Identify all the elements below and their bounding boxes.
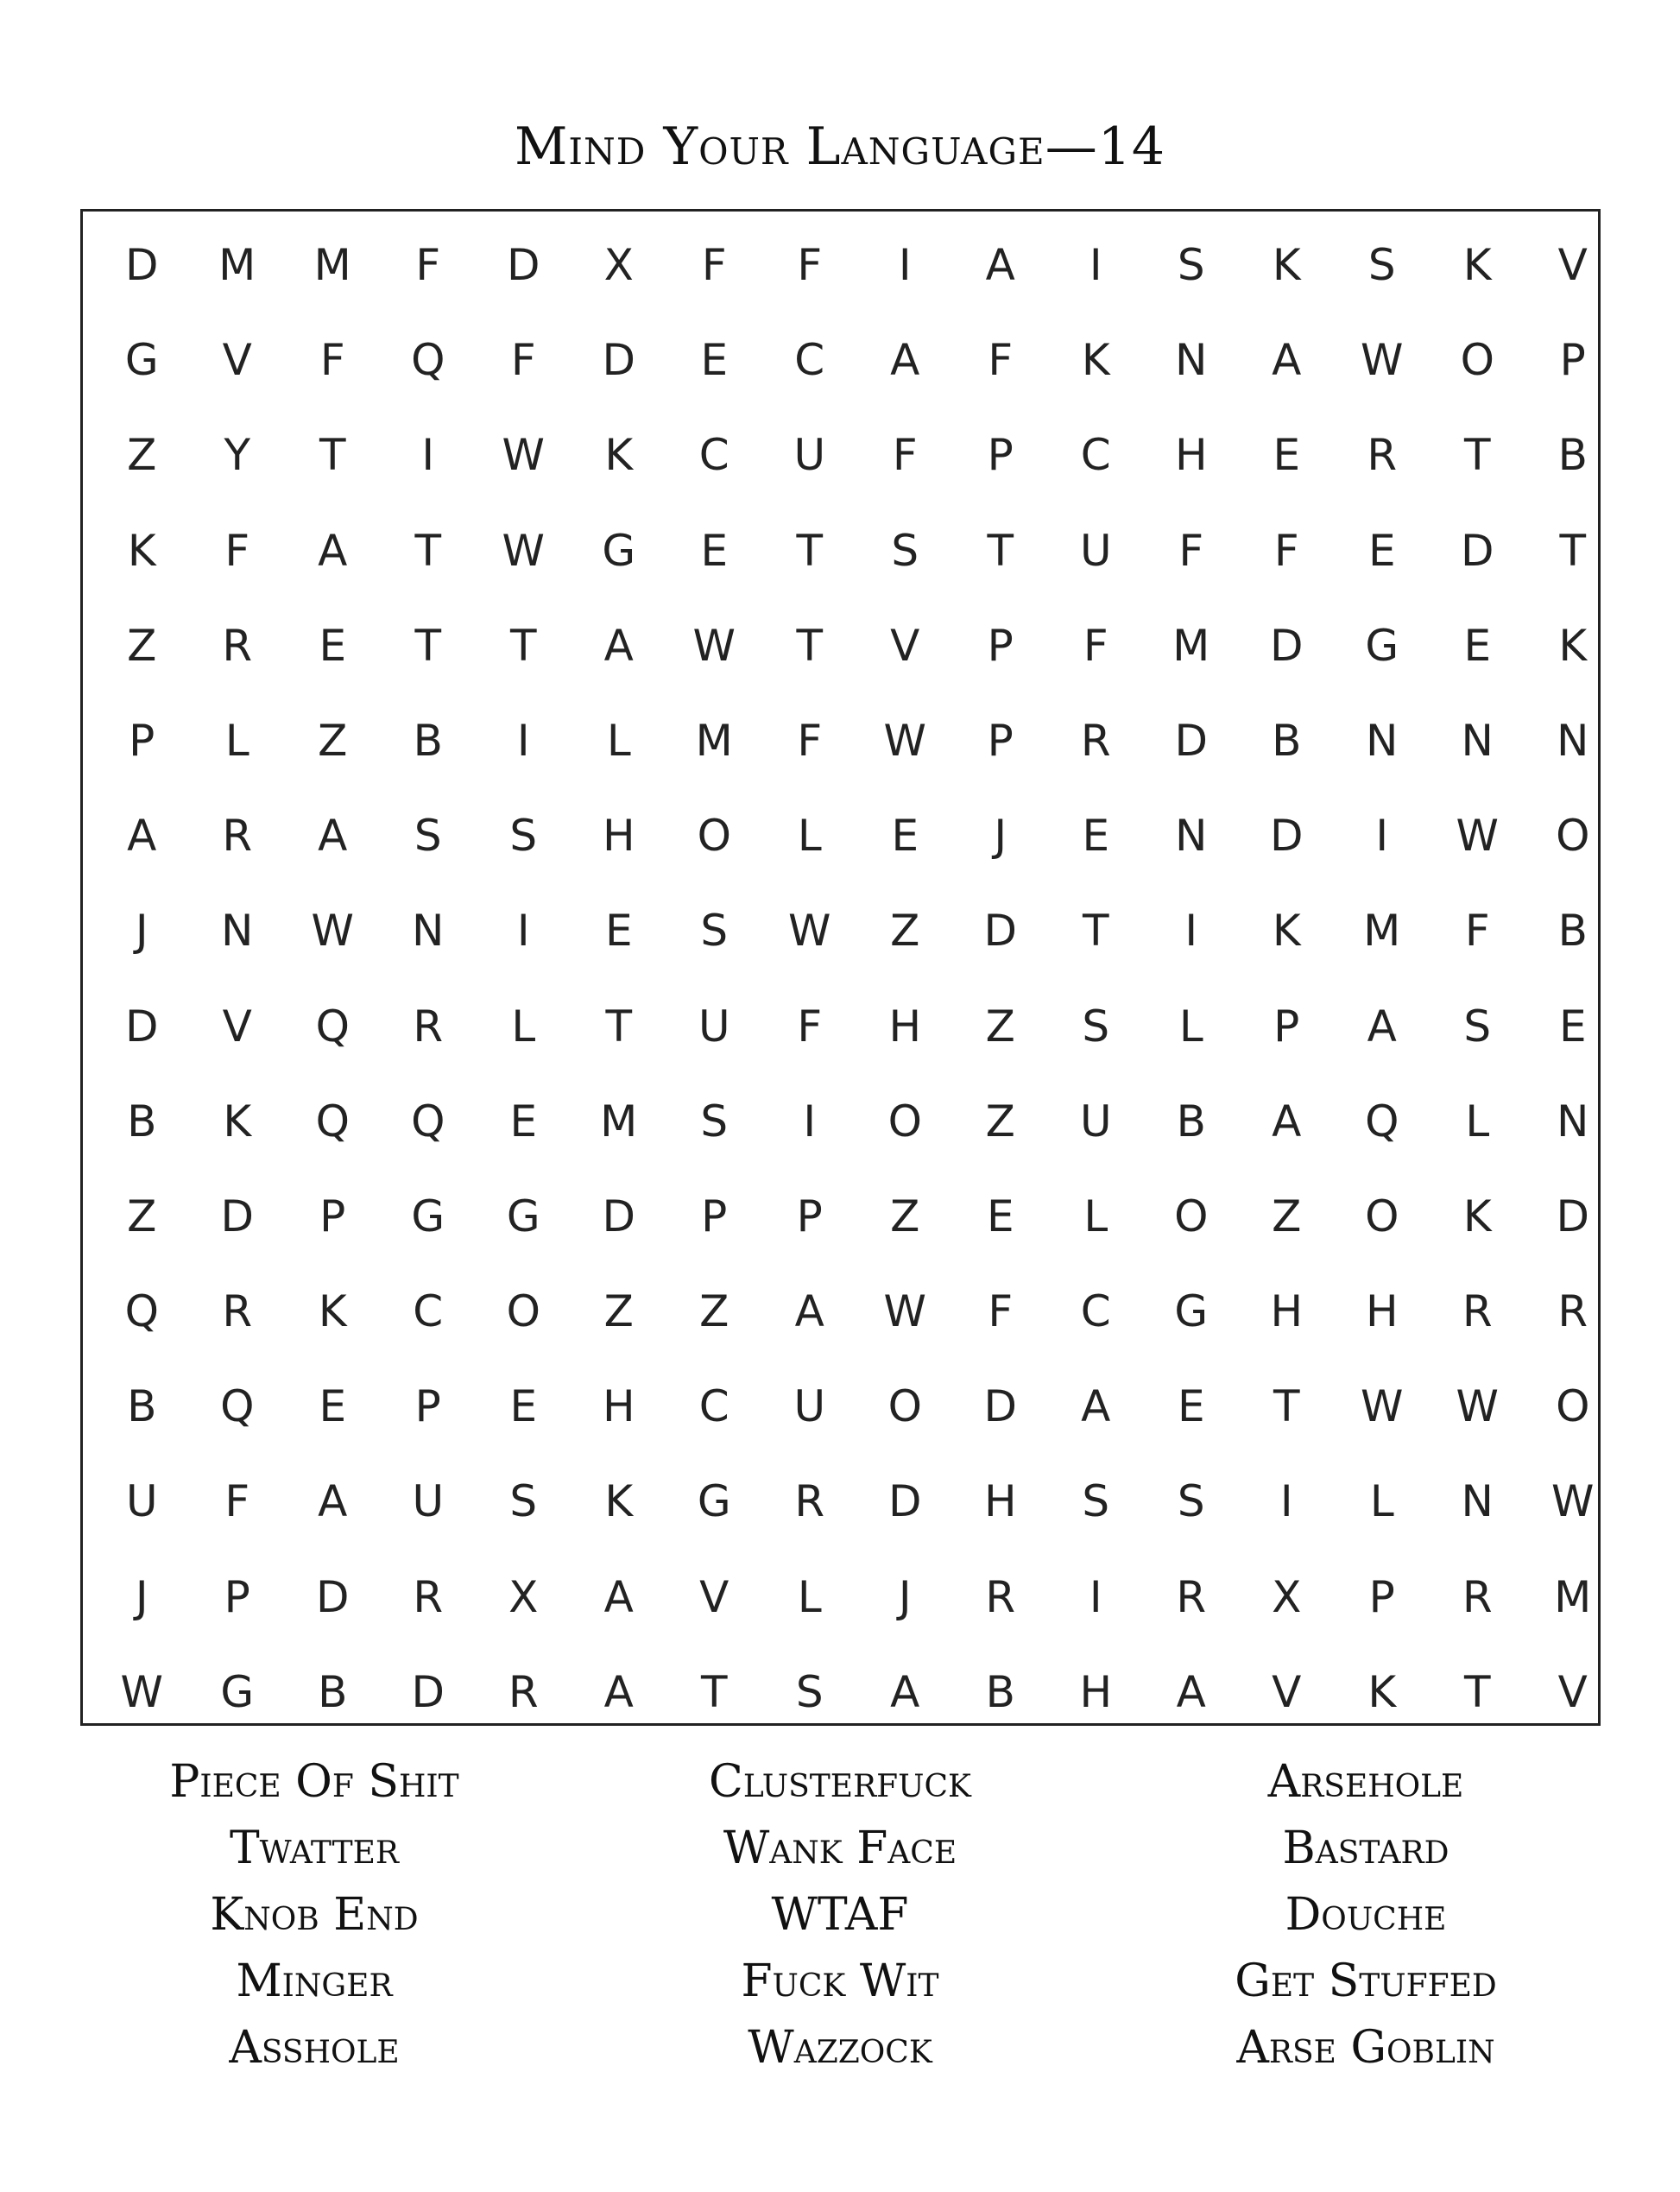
grid-cell[interactable]: T [509, 620, 537, 671]
grid-cell[interactable]: R [1367, 430, 1398, 481]
grid-cell[interactable]: S [700, 1096, 729, 1147]
grid-cell[interactable]: A [318, 1476, 348, 1527]
grid-cell[interactable]: O [506, 1286, 540, 1337]
grid-cell[interactable]: K [1367, 1666, 1397, 1717]
grid-cell[interactable]: R [222, 1286, 253, 1337]
grid-cell[interactable]: E [1177, 1381, 1205, 1432]
grid-cell[interactable]: D [1556, 1191, 1589, 1241]
grid-cell[interactable]: R [794, 1476, 825, 1527]
grid-cell[interactable]: D [220, 1191, 254, 1241]
grid-cell[interactable]: T [700, 1666, 728, 1717]
grid-row [94, 218, 1620, 313]
grid-cell[interactable]: O [1460, 335, 1494, 386]
grid-cell[interactable]: C [1080, 1286, 1111, 1337]
grid-cell[interactable]: U [793, 1381, 826, 1432]
grid-cell[interactable]: K [1462, 240, 1492, 290]
grid-cell[interactable]: S [1082, 1001, 1110, 1052]
grid-cell[interactable]: F [1178, 525, 1204, 576]
grid-cell[interactable]: D [887, 1476, 922, 1527]
grid-cell[interactable]: G [124, 335, 159, 386]
grid-cell[interactable]: D [124, 240, 159, 290]
grid-cell[interactable]: B [985, 1666, 1015, 1717]
grid-cell[interactable]: L [1178, 1001, 1203, 1052]
grid-cell[interactable]: F [224, 1476, 250, 1527]
grid-cell[interactable]: S [1463, 1001, 1492, 1052]
grid-cell[interactable]: V [699, 1571, 729, 1622]
grid-cell[interactable]: U [412, 1476, 445, 1527]
grid-cell[interactable]: R [222, 620, 253, 671]
grid-cell[interactable]: A [318, 811, 348, 862]
grid-row [94, 883, 1620, 978]
grid-cell[interactable]: R [985, 1571, 1016, 1622]
grid-cell[interactable]: R [1080, 715, 1111, 766]
grid-cell[interactable]: K [1272, 906, 1301, 957]
grid-cell[interactable]: A [890, 335, 920, 386]
grid-cell[interactable]: T [1082, 906, 1109, 957]
grid-cell[interactable]: Q [411, 335, 445, 386]
grid-cell[interactable]: D [1269, 620, 1304, 671]
grid-cell[interactable]: A [603, 620, 634, 671]
grid-cell[interactable]: P [1559, 335, 1586, 386]
word-column [1103, 1749, 1628, 2081]
grid-cell[interactable]: E [319, 1381, 347, 1432]
grid-cell[interactable]: Q [411, 1096, 445, 1147]
grid-cell[interactable]: I [1089, 1571, 1102, 1622]
grid-cell[interactable]: E [1367, 525, 1396, 576]
grid-cell[interactable]: S [414, 811, 442, 862]
grid-cell[interactable]: D [1269, 811, 1304, 862]
grid-cell[interactable]: P [987, 620, 1014, 671]
grid-cell[interactable]: O [1365, 1191, 1399, 1241]
grid-cell[interactable]: Z [699, 1286, 729, 1337]
grid-cell[interactable]: N [1557, 715, 1589, 766]
word-column [52, 1749, 577, 2081]
grid-cell[interactable]: B [1272, 715, 1302, 766]
grid-cell[interactable]: Z [1272, 1191, 1302, 1241]
grid-cell[interactable]: R [413, 1571, 444, 1622]
grid-cell[interactable]: F [1273, 525, 1299, 576]
grid-cell[interactable]: W [502, 525, 545, 576]
grid-cell[interactable]: U [1079, 1096, 1112, 1147]
grid-cell[interactable]: A [603, 1571, 634, 1622]
grid-cell[interactable]: Z [985, 1096, 1015, 1147]
grid-cell[interactable]: O [1556, 1381, 1590, 1432]
word-list-item: Wazzock [748, 2022, 932, 2074]
grid-cell[interactable]: D [315, 1571, 350, 1622]
grid-cell[interactable]: S [509, 1476, 538, 1527]
grid-cell[interactable]: U [793, 430, 826, 481]
grid-cell[interactable]: K [1558, 620, 1588, 671]
grid-cell[interactable]: S [700, 906, 729, 957]
grid-cell[interactable]: Z [890, 906, 920, 957]
grid-cell[interactable]: S [509, 811, 538, 862]
grid-cell[interactable]: P [414, 1381, 441, 1432]
grid-cell[interactable]: U [1079, 525, 1112, 576]
grid-cell[interactable]: F [224, 525, 250, 576]
grid-cell[interactable]: D [983, 906, 1017, 957]
grid-cell[interactable]: P [1368, 1571, 1395, 1622]
grid-cell[interactable]: P [987, 430, 1014, 481]
grid-cell[interactable]: Q [1365, 1096, 1399, 1147]
grid-cell[interactable]: B [1557, 906, 1588, 957]
grid-cell[interactable]: S [795, 1666, 824, 1717]
grid-cell[interactable]: B [318, 1666, 348, 1717]
grid-cell[interactable]: B [127, 1096, 157, 1147]
grid-cell[interactable]: M [1172, 620, 1210, 671]
grid-row [94, 979, 1620, 1074]
grid-cell[interactable]: V [1272, 1666, 1302, 1717]
grid-cell[interactable]: D [983, 1381, 1017, 1432]
grid-cell[interactable]: M [695, 715, 733, 766]
grid-cell[interactable]: H [602, 1381, 635, 1432]
grid-cell[interactable]: E [604, 906, 633, 957]
grid-cell[interactable]: M [600, 1096, 638, 1147]
grid-cell[interactable]: I [1184, 906, 1198, 957]
grid-cell[interactable]: D [124, 1001, 159, 1052]
grid-cell[interactable]: F [415, 240, 441, 290]
grid-cell[interactable]: O [1556, 811, 1590, 862]
grid-cell[interactable]: K [604, 430, 634, 481]
grid-cell[interactable]: T [1463, 1666, 1491, 1717]
grid-cell[interactable]: O [697, 811, 731, 862]
grid-cell[interactable]: L [606, 715, 631, 766]
grid-cell[interactable]: G [1174, 1286, 1209, 1337]
grid-cell[interactable]: W [883, 1286, 926, 1337]
grid-cell[interactable]: P [129, 715, 155, 766]
grid-cell[interactable]: Y [224, 430, 251, 481]
grid-cell[interactable]: L [797, 811, 822, 862]
grid-cell[interactable]: P [796, 1191, 823, 1241]
grid-row [94, 407, 1620, 502]
grid-cell[interactable]: A [1081, 1381, 1111, 1432]
grid-cell[interactable]: N [1175, 335, 1208, 386]
grid-cell[interactable]: A [603, 1666, 634, 1717]
grid-cell[interactable]: D [602, 335, 635, 386]
grid-cell[interactable]: V [1557, 240, 1588, 290]
word-list-item: Douche [1285, 1889, 1447, 1941]
grid-cell[interactable]: F [319, 335, 345, 386]
grid-cell[interactable]: W [1361, 1381, 1404, 1432]
grid-cell[interactable]: K [318, 1286, 347, 1337]
grid-cell[interactable]: T [1463, 430, 1491, 481]
grid-cell[interactable]: A [1272, 335, 1302, 386]
grid-cell[interactable]: N [1557, 1096, 1589, 1147]
grid-cell[interactable]: S [1177, 1476, 1205, 1527]
grid-cell[interactable]: I [898, 240, 912, 290]
grid-cell[interactable]: M [1554, 1571, 1592, 1622]
grid-cell[interactable]: I [516, 715, 530, 766]
grid-cell[interactable]: T [796, 620, 824, 671]
grid-cell[interactable]: V [890, 620, 920, 671]
grid-cell[interactable]: I [421, 430, 435, 481]
grid-cell[interactable]: I [1279, 1476, 1293, 1527]
grid-cell[interactable]: E [700, 525, 729, 576]
grid-cell[interactable]: W [1551, 1476, 1595, 1527]
grid-cell[interactable]: T [1273, 1381, 1300, 1432]
grid-row [94, 1359, 1620, 1454]
grid-cell[interactable]: A [318, 525, 348, 576]
grid-cell[interactable]: G [411, 1191, 445, 1241]
grid-cell[interactable]: G [1365, 620, 1399, 671]
grid-cell[interactable]: L [1369, 1476, 1394, 1527]
grid-cell[interactable]: R [1176, 1571, 1207, 1622]
grid-cell[interactable]: Q [124, 1286, 159, 1337]
word-list-item: Bastard [1282, 1822, 1449, 1874]
grid-cell[interactable]: N [1175, 811, 1208, 862]
grid-cell[interactable]: X [603, 240, 634, 290]
grid-cell[interactable]: F [892, 430, 918, 481]
grid-cell[interactable]: L [1083, 1191, 1108, 1241]
grid-cell[interactable]: J [994, 811, 1007, 862]
grid-cell[interactable]: I [516, 906, 530, 957]
letter-grid [94, 218, 1620, 1746]
grid-cell[interactable]: H [983, 1476, 1017, 1527]
grid-cell[interactable]: T [796, 525, 824, 576]
grid-cell[interactable]: T [414, 620, 442, 671]
grid-cell[interactable]: T [987, 525, 1014, 576]
puzzle-title: Mind Your Language—14 [514, 117, 1166, 177]
word-list [52, 1749, 1628, 2081]
grid-cell[interactable]: W [1456, 1381, 1499, 1432]
grid-cell[interactable]: N [221, 906, 254, 957]
grid-cell[interactable]: F [797, 715, 823, 766]
grid-cell[interactable]: F [701, 240, 727, 290]
grid-cell[interactable]: W [788, 906, 831, 957]
grid-cell[interactable]: D [506, 240, 540, 290]
grid-cell[interactable]: J [135, 906, 148, 957]
grid-cell[interactable]: D [411, 1666, 445, 1717]
grid-row [94, 1454, 1620, 1549]
grid-cell[interactable]: E [891, 811, 919, 862]
grid-cell[interactable]: F [797, 1001, 823, 1052]
grid-cell[interactable]: O [1174, 1191, 1209, 1241]
grid-cell[interactable]: A [794, 1286, 824, 1337]
grid-row [94, 598, 1620, 693]
grid-cell[interactable]: W [311, 906, 354, 957]
grid-cell[interactable]: Z [890, 1191, 920, 1241]
grid-cell[interactable]: A [985, 240, 1015, 290]
grid-cell[interactable]: W [1456, 811, 1499, 862]
grid-cell[interactable]: Z [127, 620, 157, 671]
grid-cell[interactable]: X [508, 1571, 539, 1622]
grid-cell[interactable]: L [797, 1571, 822, 1622]
word-list-item: Arsehole [1267, 1756, 1464, 1808]
grid-cell[interactable]: S [1177, 240, 1205, 290]
grid-cell[interactable]: N [1461, 715, 1494, 766]
grid-cell[interactable]: A [890, 1666, 920, 1717]
grid-cell[interactable]: P [319, 1191, 346, 1241]
grid-row [94, 1169, 1620, 1264]
grid-cell[interactable]: W [120, 1666, 163, 1717]
grid-cell[interactable]: M [1363, 906, 1401, 957]
grid-cell[interactable]: R [1462, 1571, 1493, 1622]
grid-cell[interactable]: W [1361, 335, 1404, 386]
grid-cell[interactable]: T [319, 430, 346, 481]
grid-cell[interactable]: U [125, 1476, 158, 1527]
grid-cell[interactable]: B [1557, 430, 1588, 481]
grid-cell[interactable]: W [502, 430, 545, 481]
grid-cell[interactable]: A [127, 811, 157, 862]
grid-row [94, 788, 1620, 883]
grid-cell[interactable]: F [797, 240, 823, 290]
grid-cell[interactable]: C [698, 430, 729, 481]
grid-cell[interactable]: N [1461, 1476, 1494, 1527]
grid-cell[interactable]: E [986, 1191, 1014, 1241]
grid-cell[interactable]: K [1272, 240, 1301, 290]
grid-cell[interactable]: T [1559, 525, 1587, 576]
grid-cell[interactable]: W [692, 620, 736, 671]
grid-cell[interactable]: K [127, 525, 156, 576]
grid-cell[interactable]: F [988, 335, 1014, 386]
grid-cell[interactable]: Z [318, 715, 348, 766]
grid-cell[interactable]: H [1365, 1286, 1399, 1337]
grid-cell[interactable]: H [1270, 1286, 1304, 1337]
grid-cell[interactable]: K [604, 1476, 634, 1527]
grid-cell[interactable]: H [1079, 1666, 1113, 1717]
grid-cell[interactable]: I [803, 1096, 817, 1147]
grid-cell[interactable]: L [511, 1001, 536, 1052]
grid-cell[interactable]: F [1083, 620, 1108, 671]
grid-cell[interactable]: E [1558, 1001, 1587, 1052]
grid-cell[interactable]: Z [985, 1001, 1015, 1052]
grid-cell[interactable]: Z [127, 430, 157, 481]
grid-cell[interactable]: C [413, 1286, 444, 1337]
grid-cell[interactable]: Q [315, 1001, 350, 1052]
grid-cell[interactable]: H [1174, 430, 1208, 481]
grid-cell[interactable]: P [987, 715, 1014, 766]
grid-cell[interactable]: G [220, 1666, 255, 1717]
word-list-item: Clusterfuck [709, 1756, 971, 1808]
grid-cell[interactable]: R [413, 1001, 444, 1052]
grid-cell[interactable]: I [1375, 811, 1389, 862]
word-list-item: Piece Of Shit [169, 1756, 459, 1808]
word-list-item: WTAF [771, 1889, 909, 1941]
grid-cell[interactable]: Z [127, 1191, 157, 1241]
grid-cell[interactable]: O [887, 1096, 922, 1147]
grid-row [94, 1264, 1620, 1359]
grid-cell[interactable]: E [1273, 430, 1301, 481]
grid-row [94, 693, 1620, 788]
grid-cell[interactable]: C [1080, 430, 1111, 481]
grid-cell[interactable]: E [700, 335, 729, 386]
grid-cell[interactable]: E [509, 1381, 538, 1432]
word-list-item: Wank Face [723, 1822, 957, 1874]
word-list-item: Twatter [230, 1822, 399, 1874]
word-list-item: Knob End [210, 1889, 419, 1941]
grid-cell[interactable]: J [135, 1571, 148, 1622]
grid-cell[interactable]: N [412, 906, 445, 957]
grid-cell[interactable]: F [988, 1286, 1014, 1337]
grid-cell[interactable]: H [888, 1001, 922, 1052]
grid-cell[interactable]: A [1367, 1001, 1397, 1052]
word-list-item: Get Stuffed [1235, 1955, 1497, 2007]
letter-grid-frame [80, 209, 1601, 1726]
grid-cell[interactable]: K [1081, 335, 1110, 386]
word-list-item: Minger [236, 1955, 393, 2007]
grid-row [94, 313, 1620, 407]
grid-cell[interactable]: S [891, 525, 919, 576]
grid-cell[interactable]: D [1174, 715, 1208, 766]
grid-cell[interactable]: G [697, 1476, 731, 1527]
grid-cell[interactable]: K [223, 1096, 252, 1147]
grid-cell[interactable]: V [1557, 1666, 1588, 1717]
grid-cell[interactable]: P [701, 1191, 728, 1241]
grid-cell[interactable]: B [127, 1381, 157, 1432]
grid-cell[interactable]: C [698, 1381, 729, 1432]
grid-cell[interactable]: S [1082, 1476, 1110, 1527]
grid-cell[interactable]: U [698, 1001, 730, 1052]
grid-cell[interactable]: T [605, 1001, 633, 1052]
grid-cell[interactable]: P [1273, 1001, 1300, 1052]
grid-cell[interactable]: S [1367, 240, 1396, 290]
grid-cell[interactable]: M [313, 240, 351, 290]
grid-cell[interactable]: V [222, 335, 252, 386]
grid-cell[interactable]: R [508, 1666, 539, 1717]
grid-cell[interactable]: H [602, 811, 635, 862]
grid-cell[interactable]: D [1460, 525, 1494, 576]
grid-cell[interactable]: O [887, 1381, 922, 1432]
word-list-item: Arse Goblin [1236, 2022, 1495, 2074]
grid-cell[interactable]: I [1089, 240, 1102, 290]
grid-cell[interactable]: F [510, 335, 536, 386]
grid-row [94, 1645, 1620, 1740]
grid-cell[interactable]: R [1462, 1286, 1493, 1337]
grid-row [94, 1550, 1620, 1645]
word-list-item: Fuck Wit [741, 1955, 939, 2007]
grid-cell[interactable]: R [222, 811, 253, 862]
grid-cell[interactable]: W [883, 715, 926, 766]
grid-cell[interactable]: B [413, 715, 443, 766]
grid-cell[interactable]: T [414, 525, 442, 576]
grid-row [94, 1074, 1620, 1169]
grid-cell[interactable]: A [1176, 1666, 1206, 1717]
grid-cell[interactable]: E [319, 620, 347, 671]
grid-cell[interactable]: L [224, 715, 249, 766]
grid-row [94, 503, 1620, 598]
grid-cell[interactable]: A [1272, 1096, 1302, 1147]
grid-cell[interactable]: F [1464, 906, 1490, 957]
grid-cell[interactable]: Z [603, 1286, 634, 1337]
grid-cell[interactable]: V [222, 1001, 252, 1052]
grid-cell[interactable]: J [898, 1571, 912, 1622]
grid-cell[interactable]: N [1366, 715, 1399, 766]
grid-cell[interactable]: P [224, 1571, 250, 1622]
grid-cell[interactable]: Q [315, 1096, 350, 1147]
grid-cell[interactable]: R [1557, 1286, 1588, 1337]
word-column [578, 1749, 1102, 2081]
grid-cell[interactable]: B [1176, 1096, 1206, 1147]
grid-cell[interactable]: G [506, 1191, 540, 1241]
grid-cell[interactable]: Q [220, 1381, 255, 1432]
grid-cell[interactable]: C [794, 335, 825, 386]
grid-cell[interactable]: E [509, 1096, 538, 1147]
grid-cell[interactable]: X [1272, 1571, 1302, 1622]
grid-cell[interactable]: K [1462, 1191, 1492, 1241]
word-list-item: Asshole [229, 2022, 400, 2074]
grid-cell[interactable]: L [1465, 1096, 1490, 1147]
grid-cell[interactable]: D [602, 1191, 635, 1241]
grid-cell[interactable]: E [1082, 811, 1110, 862]
grid-cell[interactable]: G [602, 525, 636, 576]
grid-cell[interactable]: M [218, 240, 256, 290]
grid-cell[interactable]: E [1463, 620, 1492, 671]
